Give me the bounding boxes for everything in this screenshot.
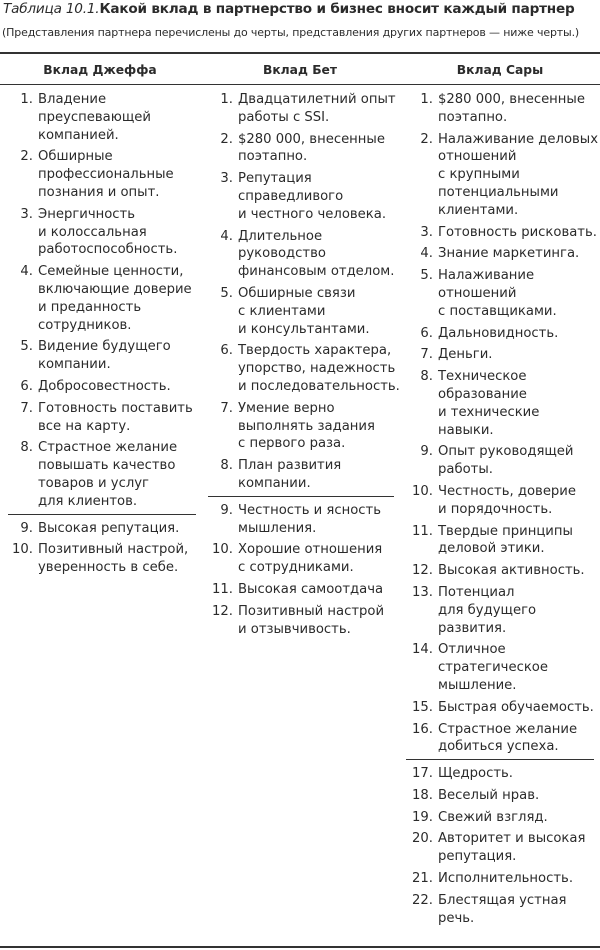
bottom-rule [0,946,600,948]
item-text-line: компании. [38,357,111,373]
item-text [438,787,600,805]
column-jeff [0,91,200,581]
item-text [238,457,400,493]
item-text-line: уверенность в себе. [38,560,179,576]
item-number: 12. [212,603,233,619]
item-text-line: поэтапно. [438,109,508,125]
item-text [238,581,400,599]
item-number: 16. [412,721,433,737]
item-number: 12. [412,563,433,579]
item-text-line: Веселый нрав. [438,787,540,803]
item-number: 22. [412,892,433,908]
item-text-line: выполнять задания [238,418,375,434]
item-text-line: с сотрудниками. [238,560,354,576]
item-number: 20. [412,831,433,847]
item-text-line: мышления. [238,520,317,536]
item-number: 2. [420,131,433,147]
header-rule [0,84,600,85]
list-item [400,91,600,127]
item-number: 1. [20,92,33,107]
item-text-line: Позитивный настрой, [38,542,189,558]
item-number: 8. [20,440,33,456]
item-text [438,584,600,637]
item-text [238,91,400,127]
item-text-line: работы. [438,462,493,478]
list-item [0,263,200,334]
item-text-line: Щедрость. [438,766,513,782]
item-text [438,267,600,320]
item-text [438,562,600,580]
item-text [38,400,200,436]
item-text-line: справедливого [238,188,344,204]
table-note: (Представления партнера перечислены до черты, представления других партнеров — ниже черты.) [2,26,580,39]
item-number: 9. [220,502,233,518]
list-item [0,400,200,436]
item-number: 11. [212,581,233,597]
list-item [400,483,600,519]
item-text-line: Твердость характера, [238,343,392,359]
item-text [438,641,600,694]
list-item [400,325,600,343]
item-text-line: и честного человека. [238,206,387,222]
item-number: 13. [412,584,433,600]
item-text [238,170,400,223]
list-item [0,378,200,396]
item-text [38,206,200,259]
list-item [200,581,400,599]
item-number: 2. [220,131,233,147]
item-text [238,541,400,577]
item-number: 6. [20,378,33,394]
item-text [438,325,600,343]
item-text-line: Авторитет и высокая [438,831,586,847]
item-number: 7. [220,400,233,416]
item-text-line: Готовность поставить [38,400,193,416]
item-text-line: Блестящая устная [438,892,567,908]
item-number: 3. [420,224,433,240]
item-text-line: Честность, доверие [438,483,576,499]
item-text [38,378,200,396]
item-text-line: для клиентов. [38,493,138,509]
item-number: 4. [20,264,33,280]
item-text-line: отношений [438,149,517,165]
item-text-line: Обширные связи [238,285,356,301]
item-text [438,830,600,866]
item-text [438,346,600,364]
item-text-line: потенциальными [438,184,559,200]
item-text-line: Свежий взгляд. [438,809,548,825]
item-text [238,131,400,167]
item-text-line: Страстное желание [38,440,178,456]
item-text [238,400,400,453]
list-item [0,338,200,374]
item-text-line: навыки. [438,422,494,438]
item-text-line: включающие доверие [38,281,192,297]
list-item [0,206,200,259]
item-text-line: Умение верно [238,400,335,416]
list-item [200,541,400,577]
item-text [438,443,600,479]
item-number: 19. [412,809,433,825]
item-text [438,245,600,263]
item-text-line: с поставщиками. [438,303,557,319]
item-text-line: Техническое [438,369,527,385]
item-text-line: и преданность [38,299,142,315]
item-text-line: Высокая репутация. [38,520,180,536]
column-header-bet: Вклад Бет [262,63,338,77]
item-number: 18. [412,787,433,803]
item-text [438,91,600,127]
list-item [200,502,400,538]
item-number: 10. [12,542,33,558]
item-text-line: Позитивный настрой [238,603,385,619]
item-text [38,520,200,538]
list-item [400,443,600,479]
item-text-line: Налаживание деловых [438,131,599,147]
item-number: 21. [412,871,433,887]
item-number: 1. [420,92,433,107]
item-text-line: поэтапно. [238,149,308,165]
column-header-jeff: Вклад Джеффа [43,63,157,77]
item-text-line: и порядочность. [438,501,553,517]
partner-divider-line [406,759,594,760]
item-text-line: сотрудников. [38,317,132,333]
item-text-line: и консультантами. [238,321,370,337]
item-number: 17. [412,766,433,782]
list-item [400,584,600,637]
item-text-line: образование [438,386,527,402]
item-text [38,338,200,374]
item-number: 5. [420,268,433,284]
item-text-line: познания и опыт. [38,184,160,200]
list-item [400,245,600,263]
item-text-line: Видение будущего [38,339,171,355]
list-item [200,342,400,395]
item-text-line: Исполнительность. [438,871,574,887]
item-text-line: $280 000, внесенные [238,131,385,147]
item-text-line: Опыт руководящей [438,444,574,460]
item-number: 15. [412,699,433,715]
item-text [438,870,600,888]
table-title [3,1,575,17]
item-text [238,502,400,538]
item-text-line: Честность и ясность [238,502,382,518]
item-text-line: речь. [438,910,475,926]
item-text-line: деловой этики. [438,541,545,557]
item-text [438,131,600,220]
list-item [0,148,200,201]
item-text-line: и отзывчивость. [238,621,351,637]
item-number: 8. [420,369,433,385]
item-text-line: компании. [238,475,311,491]
item-number: 11. [412,523,433,539]
item-text-line: План развития [238,458,342,474]
item-text-line: отношений [438,285,517,301]
item-number: 9. [20,520,33,536]
list-item [200,285,400,338]
item-text [438,699,600,717]
item-text-line: Потенциал [438,584,515,600]
item-text-line: Отличное [438,642,506,658]
table-caption: Какой вклад в партнерство и бизнес вносит каждый партнер [99,1,575,17]
list-item [400,830,600,866]
item-text-line: мышление. [438,677,517,693]
item-number: 9. [420,444,433,460]
item-text-line: Репутация [238,171,312,187]
item-number: 6. [420,325,433,341]
item-number: 14. [412,642,433,658]
list-item [0,520,200,538]
item-number: 7. [20,400,33,416]
item-text-line: Быстрая обучаемость. [438,699,594,715]
item-text-line: и последовательность. [238,378,400,394]
item-text [38,541,200,577]
item-text-line: Длительное [238,228,323,244]
item-number: 3. [20,206,33,222]
item-text-line: Готовность рисковать. [438,224,597,240]
item-text-line: Высокая самоотдача [238,581,384,597]
item-text [238,228,400,281]
item-text-line: Налаживание [438,268,535,284]
item-number: 10. [212,542,233,558]
item-text [238,342,400,395]
item-number: 4. [420,246,433,262]
item-text-line: товаров и услуг [38,475,149,491]
item-text-line: развития. [438,620,507,636]
list-item [200,91,400,127]
item-text-line: Дальновидность. [438,325,559,341]
list-item [400,267,600,320]
list-item [400,368,600,439]
list-item [400,523,600,559]
item-number: 7. [420,347,433,363]
item-number: 6. [220,343,233,359]
item-text [38,148,200,201]
item-text [38,263,200,334]
item-number: 1. [220,92,233,107]
item-text-line: с первого раза. [238,436,346,452]
item-number: 3. [220,171,233,187]
list-item [200,603,400,639]
item-text-line: повышать качество [38,458,176,474]
list-item [200,457,400,493]
list-item [400,787,600,805]
item-number: 5. [220,285,233,301]
item-text-line: преуспевающей [38,109,151,125]
item-number: 2. [20,149,33,165]
item-text-line: Хорошие отношения [238,542,383,558]
list-item [400,870,600,888]
item-text-line: Семейные ценности, [38,264,184,280]
item-number: 4. [220,228,233,244]
item-text-line: работы с SSI. [238,109,330,125]
item-text-line: Знание маркетинга. [438,246,580,262]
partner-divider-line [8,514,196,515]
item-text-line: добиться успеха. [438,739,559,755]
list-item [200,228,400,281]
item-text [438,892,600,928]
item-text [438,809,600,827]
item-text-line: и технические [438,404,540,420]
item-text [438,224,600,242]
item-text [238,285,400,338]
list-item [400,131,600,220]
item-text-line: и колоссальная [38,224,147,240]
item-text [38,91,200,144]
item-text-line: Обширные [38,149,113,165]
item-text-line: стратегическое [438,660,548,676]
list-item [0,91,200,144]
item-text-line: с клиентами [238,303,326,319]
list-item [400,346,600,364]
item-text-line: руководство [238,246,326,262]
item-text-line: Твердые принципы [438,523,573,539]
item-text-line: компанией. [38,127,119,143]
column-sara [400,91,600,931]
item-text-line: Добросовестность. [38,378,171,394]
item-text-line: Деньги. [438,347,493,363]
item-text [438,765,600,783]
item-text-line: профессиональные [38,167,174,183]
item-text [438,721,600,757]
item-text [238,603,400,639]
item-text-line: репутация. [438,849,517,865]
list-item [400,224,600,242]
column-bet [200,91,400,642]
list-item [200,131,400,167]
list-item [0,439,200,510]
item-text [438,483,600,519]
item-number: 8. [220,458,233,474]
item-text-line: финансовым отделом. [238,264,395,280]
table-number: Таблица 10.1. [3,1,100,17]
item-text-line: с крупными [438,167,520,183]
item-text [38,439,200,510]
item-text-line: Энергичность [38,206,136,222]
list-item [400,699,600,717]
top-rule [0,52,600,54]
item-text-line: для будущего [438,602,537,618]
list-item [400,641,600,694]
list-item [200,400,400,453]
list-item [0,541,200,577]
partner-divider-line [208,496,394,497]
item-text [438,523,600,559]
list-item [200,170,400,223]
list-item [400,809,600,827]
item-text-line: Владение [38,92,107,107]
item-text-line: все на карту. [38,418,131,434]
item-text-line: работоспособность. [38,242,178,258]
item-text-line: Высокая активность. [438,563,585,579]
item-text-line: Двадцатилетний опыт [238,92,396,107]
item-number: 10. [412,483,433,499]
list-item [400,562,600,580]
column-header-sara: Вклад Сары [456,63,544,77]
list-item [400,892,600,928]
item-text-line: упорство, надежность [238,361,396,377]
list-item [400,721,600,757]
item-number: 5. [20,339,33,355]
item-text [438,368,600,439]
list-item [400,765,600,783]
item-text-line: Страстное желание [438,721,578,737]
item-text-line: клиентами. [438,202,519,218]
item-text-line: $280 000, внесенные [438,92,585,107]
